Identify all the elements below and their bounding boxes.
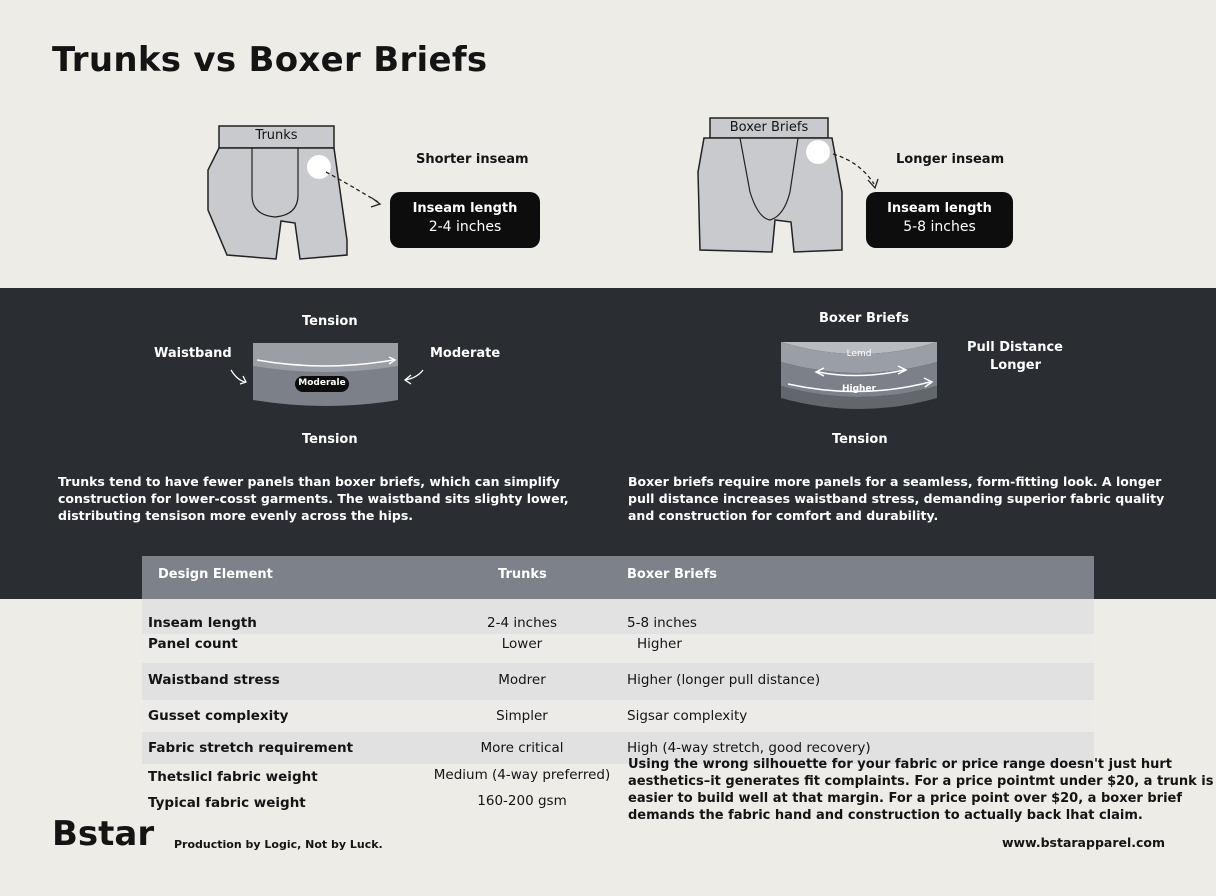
row-boxer-value: High (4-way stretch, good recovery) [627,740,871,756]
note-line: easier to build well at that margin. For a price point over $20, a boxer brief [628,791,1182,806]
trunks-label: Trunks [255,128,298,143]
table-row [142,663,1094,700]
right-boxer-briefs-label: Boxer Briefs [819,311,909,326]
header-design-element: Design Element [158,567,273,582]
moderate-label: Moderate [430,346,501,361]
row-trunks-value: Modrer [498,672,546,688]
boxer-briefs-callout: Longer inseam [896,152,1005,167]
boxer-briefs-description [628,473,1164,524]
trunks-description-line: Trunks tend to have fewer panels than boxer briefs, which can simplify [58,474,560,489]
trunks-description-line: construction for lower-cosst garments. The waistband sits slighty lower, [58,491,569,506]
note-line: aesthetics–it generates fit complaints. For a price pointmt under $20, a trunk is [628,774,1214,789]
row-boxer-value: Higher [637,636,682,652]
trunks-inseam-title: Inseam length [412,201,518,216]
row-label: Panel count [148,636,238,652]
note-line: demands the fabric hand and construction to actually back lhat claim. [628,808,1143,823]
trunks-description-line: distributing tensison more evenly across the hips. [58,508,414,523]
boxer-description-line: Boxer briefs require more panels for a seamless, form-fitting look. A longer [628,474,1162,489]
left-tension-bottom-label: Tension [302,432,358,447]
row-boxer-value: Sigsar complexity [627,708,748,724]
brand-logo: Bstar [52,814,155,854]
comparison-panel [0,288,1216,599]
trunks-inseam-badge [390,192,540,248]
table-row [142,599,1094,634]
pull-longer-label: Longer [990,358,1042,373]
waistband-label: Waistband [154,346,232,361]
header-boxer-briefs: Boxer Briefs [627,567,717,582]
pull-distance-label: Pull Distance [967,340,1063,355]
trunks-description [58,473,569,524]
row-trunks-value: Simpler [496,708,548,724]
row-label: Inseam length [148,615,257,632]
row-trunks-value: Medium (4-way preferred) [433,767,611,783]
boxer-briefs-inseam-badge [866,192,1013,248]
row-trunks-value: Lower [501,636,543,652]
row-trunks-value: 2-4 inches [487,615,557,632]
note-line: Using the wrong silhouette for your fabric or price range doesn't just hurt [628,757,1172,772]
row-trunks-value: More critical [480,740,564,756]
row-label: Typical fabric weight [148,795,306,811]
trunks-inseam-value: 2-4 inches [428,219,502,235]
trunks-waistband-diagram [225,340,430,408]
pull-inner-label: Lemd [846,349,872,359]
header-trunks: Trunks [498,567,547,582]
row-boxer-value: 5-8 inches [627,615,697,632]
moderate-badge: Moderale [298,378,346,388]
brand-tagline: Production by Logic, Not by Luck. [174,838,383,851]
table-header [142,556,1094,599]
row-label: Gusset complexity [148,708,289,724]
right-tension-bottom-label: Tension [832,432,888,447]
trunks-callout: Shorter inseam [416,152,529,167]
boxer-description-line: pull distance increases waistband stress, demanding superior fabric quality [628,491,1165,506]
row-trunks-value: 160-200 gsm [477,793,567,809]
higher-inner-label: Higher [841,384,876,394]
table-row [142,700,1094,732]
table-row [142,634,1094,663]
row-label: Waistband stress [148,672,280,688]
row-label: Fabric stretch requirement [148,740,354,756]
page-title: Trunks vs Boxer Briefs [52,40,488,80]
boxer-inseam-value: 5-8 inches [903,219,976,235]
guidance-note [628,756,1213,824]
website-link[interactable]: www.bstarapparel.com [1002,835,1166,850]
boxer-inseam-title: Inseam length [887,201,992,216]
row-label: Thetslicl fabric weight [148,769,318,785]
boxer-briefs-label: Boxer Briefs [729,120,809,135]
row-boxer-value: Higher (longer pull distance) [627,672,821,688]
boxer-description-line: and construction for comfort and durability. [628,508,939,523]
left-tension-top-label: Tension [302,314,358,329]
